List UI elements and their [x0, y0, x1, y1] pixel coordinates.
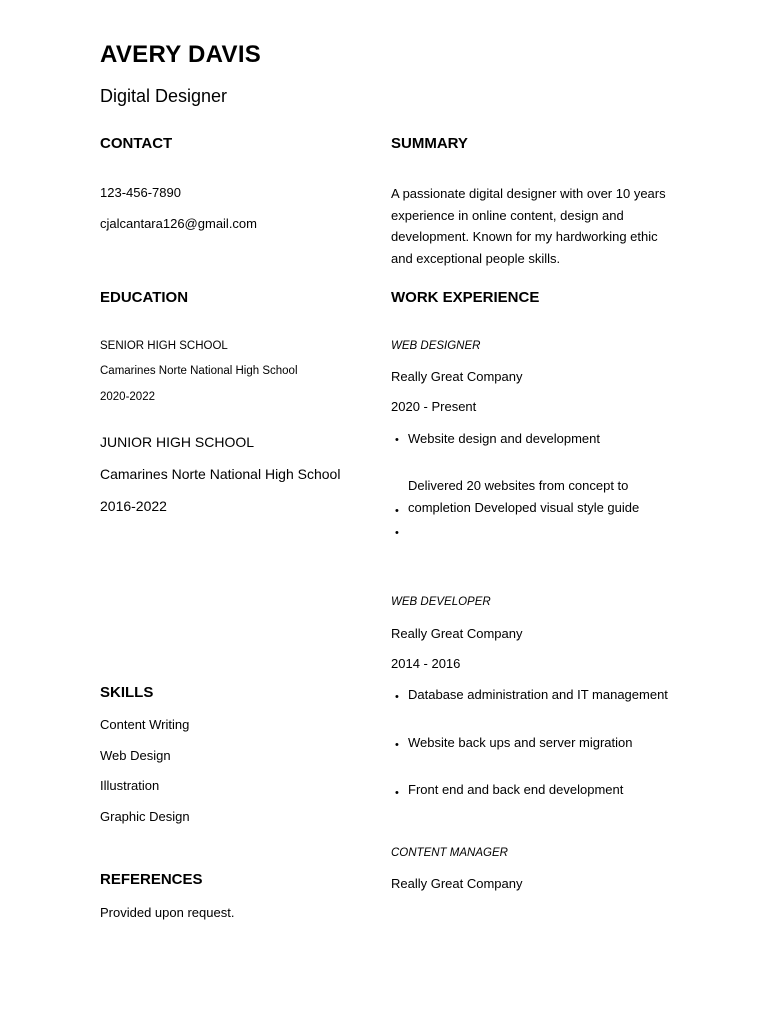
- contact-heading: CONTACT: [100, 135, 173, 152]
- bullet-icon: [395, 790, 401, 796]
- summary-heading: SUMMARY: [391, 135, 468, 152]
- work-heading: WORK EXPERIENCE: [391, 289, 540, 306]
- education-level: SENIOR HIGH SCHOOL: [100, 340, 228, 352]
- education-level: JUNIOR HIGH SCHOOL: [100, 434, 255, 450]
- job-title: WEB DEVELOPER: [391, 596, 491, 608]
- resume-role: Digital Designer: [100, 86, 228, 106]
- contact-phone: 123-456-7890: [100, 185, 181, 200]
- bullet-icon: [395, 437, 401, 443]
- education-heading: EDUCATION: [100, 289, 189, 306]
- skill-item: Web Design: [100, 748, 171, 763]
- skill-item: Content Writing: [100, 717, 190, 732]
- education-years: 2016-2022: [100, 498, 167, 514]
- bullet-icon: [395, 694, 401, 700]
- job-title: CONTENT MANAGER: [391, 847, 508, 859]
- references-heading: REFERENCES: [100, 871, 203, 888]
- job-company: Really Great Company: [391, 369, 523, 384]
- summary-text: A passionate digital designer with over 10 years experience in online content, design and development. Known for my hardworking ethic and exceptional people skills.: [391, 186, 666, 267]
- skills-heading: SKILLS: [100, 684, 154, 701]
- job-period: 2020 - Present: [391, 399, 477, 414]
- contact-email: cjalcantara126@gmail.com: [100, 216, 257, 231]
- job-company: Really Great Company: [391, 626, 523, 641]
- job-bullet: Front end and back end development: [408, 782, 624, 797]
- references-text: Provided upon request.: [100, 905, 235, 920]
- skill-item: Graphic Design: [100, 809, 190, 824]
- job-bullet: Database administration and IT management: [408, 687, 668, 702]
- bullet-icon: [395, 508, 401, 514]
- resume-name: AVERY DAVIS: [100, 41, 262, 68]
- job-bullet: Website back ups and server migration: [408, 735, 633, 750]
- job-bullet: Delivered 20 websites from concept to completion Developed visual style guide: [408, 478, 640, 515]
- job-period: 2014 - 2016: [391, 656, 461, 671]
- job-company: Really Great Company: [391, 876, 523, 891]
- job-bullet: Website design and development: [408, 431, 600, 446]
- bullet-icon: [395, 742, 401, 748]
- education-years: 2020-2022: [100, 391, 155, 403]
- skill-item: Illustration: [100, 778, 160, 793]
- education-school: Camarines Norte National High School: [100, 365, 298, 377]
- job-title: WEB DESIGNER: [391, 340, 481, 352]
- bullet-icon: [395, 530, 401, 536]
- education-school: Camarines Norte National High School: [100, 466, 341, 482]
